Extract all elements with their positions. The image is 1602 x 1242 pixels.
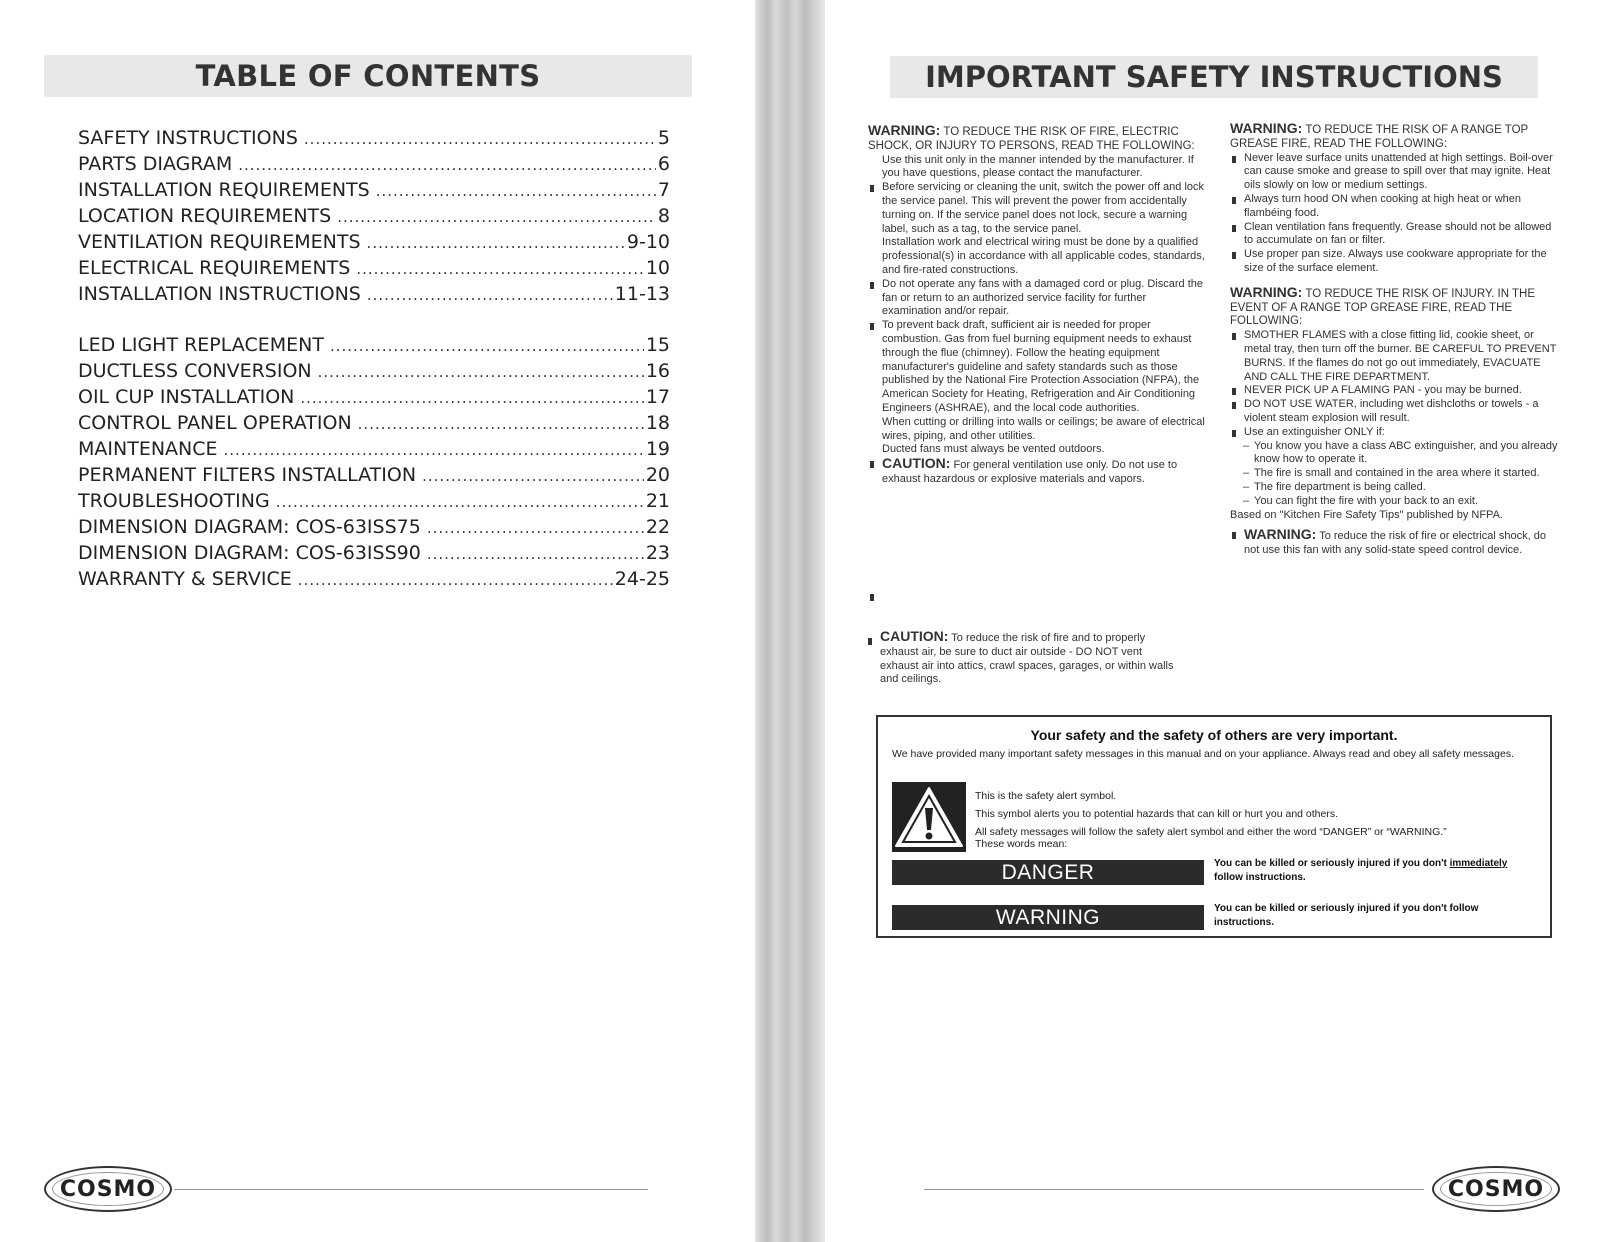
warning-signal-word: WARNING (892, 905, 1204, 930)
toc-entry[interactable] (78, 332, 670, 358)
toc-entry-label: WARRANTY & SERVICE (78, 568, 292, 590)
toc-entry-page: 5 (657, 127, 670, 149)
safety-banner (890, 56, 1538, 98)
safety-subitem: – The fire is small and contained in the area where it started. (1230, 467, 1562, 481)
toc-entry-page: 21 (645, 490, 670, 512)
safety-item: SMOTHER FLAMES with a close fitting lid, cookie sheet, or metal tray, then turn off the burner. BE CAREFUL TO PREVENT BURNS. If the flames do not go out immediately, EVACUATE AND CALL THE FIRE DEPARTMENT. (1230, 329, 1562, 384)
toc-entry[interactable] (78, 540, 670, 566)
safety-subitem: – You can fight the fire with your back to an exit. (1230, 495, 1562, 509)
toc-entry-label: MAINTENANCE (78, 438, 218, 460)
caution-duct: CAUTION: To reduce the risk of fire and to properly exhaust air, be sure to duct air outside - DO NOT vent exhaust air into attics, crawl spaces, garages, or within walls and ceilings. (868, 630, 1178, 687)
toc-entry-page: 17 (645, 386, 670, 408)
toc-entry-page: 6 (657, 153, 670, 175)
safety-item: Ducted fans must always be vented outdoors. (882, 443, 1105, 456)
toc-entry-label: OIL CUP INSTALLATION (78, 386, 295, 408)
safety-item: DO NOT USE WATER, including wet dishcloths or towels - a violent steam explosion will result. (1230, 398, 1562, 426)
toc-entry-page: 20 (645, 464, 670, 486)
safety-notice-box (876, 715, 1552, 938)
toc-entry-page: 24-25 (614, 568, 670, 590)
safety-item: Use proper pan size. Always use cookware appropriate for the size of the surface element. (1230, 248, 1562, 276)
toc-entry[interactable] (78, 203, 670, 229)
toc-entry-page: 10 (645, 257, 670, 279)
toc-entry-page: 11-13 (614, 283, 670, 305)
toc-entry[interactable] (78, 410, 670, 436)
safety-item: Never leave surface units unattended at high settings. Boil-over can cause smoke and grease to spill over that may ignite. Heat oils slowly on low or medium settings. (1230, 152, 1562, 193)
toc-entry-page: 7 (657, 179, 670, 201)
safety-box-lines: This is the safety alert symbol. This symbol alerts you to potential hazards that can kill or hurt you and others. All safety messages will follow the safety alert symbol and either the word “DANGER” or “WARNING.” These words mean: (975, 790, 1447, 850)
toc-entry[interactable] (78, 177, 670, 203)
toc-entry-label: CONTROL PANEL OPERATION (78, 412, 352, 434)
toc-entry-page: 18 (645, 412, 670, 434)
toc-list-group-2 (78, 332, 670, 592)
footer-rule-right (924, 1189, 1424, 1190)
toc-entry[interactable] (78, 384, 670, 410)
toc-entry-label: DIMENSION DIAGRAM: COS-63ISS75 (78, 516, 421, 538)
book-spine (755, 0, 825, 1242)
toc-entry-page: 8 (657, 205, 670, 227)
toc-entry[interactable] (78, 436, 670, 462)
safety-item: When cutting or drilling into walls or ceilings; be aware of electrical wires, piping, and other utilities. (882, 415, 1205, 442)
toc-entry[interactable] (78, 514, 670, 540)
toc-entry-label: LOCATION REQUIREMENTS (78, 205, 332, 227)
safety-column-left (868, 124, 1208, 487)
safety-item: Use an extinguisher ONLY if: (1230, 426, 1562, 440)
toc-entry-label: PARTS DIAGRAM (78, 153, 233, 175)
safety-title: IMPORTANT SAFETY INSTRUCTIONS (925, 60, 1503, 94)
safety-item: Installation work and electrical wiring must be done by a qualified professional(s) in accordance with all applicable codes, standards, and fire-rated constructions. (882, 236, 1205, 276)
safety-box-intro: We have provided many important safety messages in this manual and on your appliance. Always read and obey all safety messages. (892, 748, 1514, 760)
safety-item: Do not operate any fans with a damaged cord or plug. Discard the fan or return to an authorized service facility for further examination and/or repair. (868, 278, 1208, 319)
toc-entry-page: 15 (645, 334, 670, 356)
toc-entry-label: SAFETY INSTRUCTIONS (78, 127, 298, 149)
toc-entry-label: LED LIGHT REPLACEMENT (78, 334, 324, 356)
safety-column-right (1230, 122, 1562, 558)
safety-alert-icon (892, 782, 966, 852)
toc-entry[interactable] (78, 151, 670, 177)
toc-entry-page: 9-10 (626, 231, 670, 253)
toc-entry[interactable] (78, 125, 670, 151)
warning-header: WARNING: TO REDUCE THE RISK OF A RANGE TOP GREASE FIRE, READ THE FOLLOWING: (1230, 120, 1528, 150)
toc-entry-label: INSTALLATION INSTRUCTIONS (78, 283, 361, 305)
toc-entry-page: 22 (645, 516, 670, 538)
safety-item: Clean ventilation fans frequently. Grease should not be allowed to accumulate on fan or filter. (1230, 221, 1562, 249)
safety-item: Always turn hood ON when cooking at high heat or when flambéing food. (1230, 193, 1562, 221)
toc-entry[interactable] (78, 566, 670, 592)
toc-entry[interactable] (78, 229, 670, 255)
toc-entry-label: VENTILATION REQUIREMENTS (78, 231, 361, 253)
source-note: Based on "Kitchen Fire Safety Tips" published by NFPA. (1230, 508, 1503, 521)
danger-description: You can be killed or seriously injured if you don't immediately follow instructions. (1214, 858, 1508, 883)
safety-item: Before servicing or cleaning the unit, switch the power off and lock the service panel. This will prevent the power from accidentally turning on. If the service panel does not lock, secure a warning label, such as a tag, to the service panel. (868, 181, 1208, 236)
warning-speed-control: WARNING: To reduce the risk of fire or electrical shock, do not use this fan with any solid-state speed control device. (1230, 528, 1562, 558)
toc-entry-label: TROUBLESHOOTING (78, 490, 270, 512)
danger-signal-word: DANGER (892, 860, 1204, 885)
toc-entry[interactable] (78, 255, 670, 281)
toc-title: TABLE OF CONTENTS (195, 59, 541, 93)
safety-item: Use this unit only in the manner intended by the manufacturer. If you have questions, please contact the manufacturer. (882, 153, 1194, 180)
toc-banner (44, 55, 692, 97)
bullet-marker (870, 594, 874, 601)
toc-entry-page: 16 (645, 360, 670, 382)
safety-subitem: – You know you have a class ABC extinguisher, and you already know how to operate it. (1230, 440, 1562, 468)
toc-list-group-1 (78, 125, 670, 307)
toc-entry[interactable] (78, 281, 670, 307)
toc-entry-label: DUCTLESS CONVERSION (78, 360, 312, 382)
cosmo-logo-right: COSMO (1432, 1166, 1560, 1212)
caution-item: CAUTION: For general ventilation use only. Do not use to exhaust hazardous or explosive materials and vapors. (868, 457, 1208, 487)
warning-header: WARNING: TO REDUCE THE RISK OF FIRE, ELECTRIC SHOCK, OR INJURY TO PERSONS, READ THE FOLLOWING: (868, 122, 1195, 152)
toc-entry[interactable] (78, 462, 670, 488)
toc-entry-label: PERMANENT FILTERS INSTALLATION (78, 464, 417, 486)
toc-entry-label: DIMENSION DIAGRAM: COS-63ISS90 (78, 542, 421, 564)
safety-item: NEVER PICK UP A FLAMING PAN - you may be burned. (1230, 384, 1562, 398)
safety-box-title: Your safety and the safety of others are very important. (1030, 727, 1398, 743)
toc-entry-page: 19 (645, 438, 670, 460)
toc-entry-label: ELECTRICAL REQUIREMENTS (78, 257, 351, 279)
toc-entry-label: INSTALLATION REQUIREMENTS (78, 179, 370, 201)
warning-header: WARNING: TO REDUCE THE RISK OF INJURY. IN THE EVENT OF A RANGE TOP GREASE FIRE, READ THE FOLLOWING: (1230, 283, 1536, 328)
toc-entry-page: 23 (645, 542, 670, 564)
toc-entry[interactable] (78, 488, 670, 514)
warning-description: You can be killed or seriously injured if you don't follow instructions. (1214, 903, 1479, 928)
safety-item: To prevent back draft, sufficient air is needed for proper combustion. Gas from fuel burning equipment needs to exhaust through the flue (chimney). Follow the heating equipment manufacturer's guideline and safety standards such as those published by the National Fire Protection Association (NFPA), the American Society for Heating, Refrigeration and Air Conditioning Engineers (ASHRAE), and the local code authorities. (868, 319, 1208, 416)
cosmo-logo-left: COSMO (44, 1166, 172, 1212)
footer-rule-left (174, 1189, 648, 1190)
toc-entry[interactable] (78, 358, 670, 384)
safety-subitem: – The fire department is being called. (1230, 481, 1562, 495)
